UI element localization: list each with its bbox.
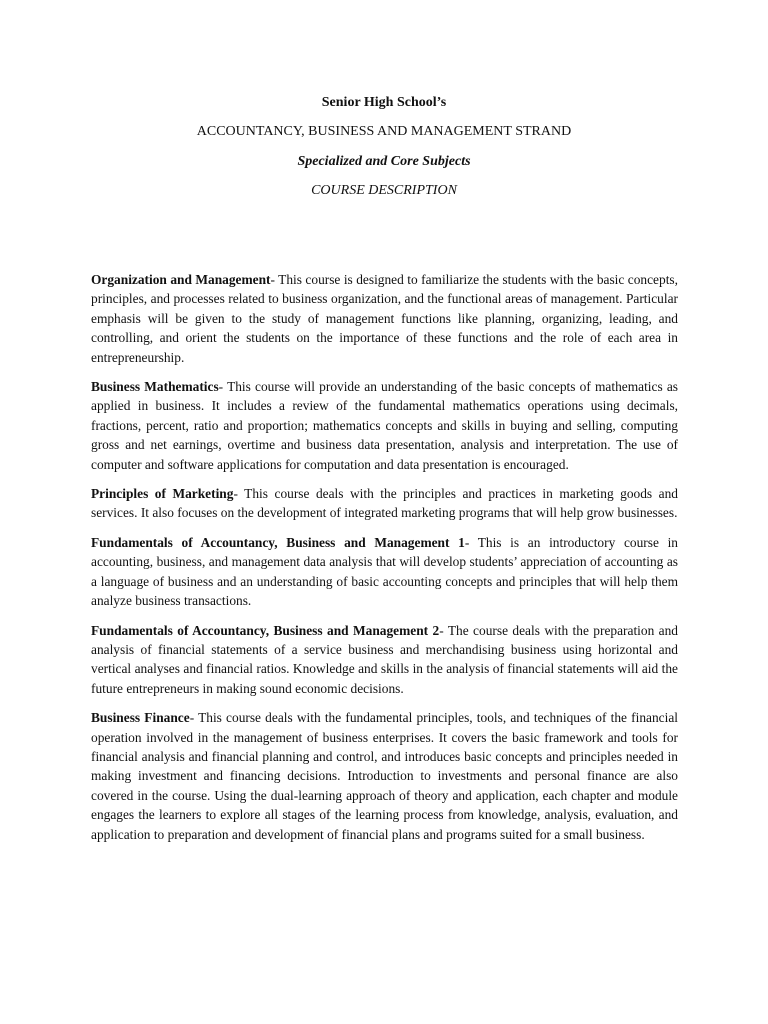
course-text: - This course deals with the fundamental principles, tools, and techniques of the financial operation involved in the management of business enterprises. It covers the basic framework and tools for financial analysis and financial planning and control, and introduces basic concepts and principles needed in making investment and financing decisions. Introduction to investments and personal finance are also covered in the course. Using the dual-learning approach of theory and application, each chapter and module engages the learners to explore all stages of the learning process from knowledge, analysis, evaluation, and application to preparation and development of financial plans and programs suited for a small business. <box>91 710 678 842</box>
course-description-heading: COURSE DESCRIPTION <box>311 183 457 198</box>
course-text: - This course deals with the principles and practices in marketing goods and services. It also focuses on the development of integrated marketing programs that will help grow businesses. <box>91 486 678 521</box>
course-paragraph <box>91 533 678 611</box>
course-paragraph <box>91 484 678 523</box>
strand-heading: ACCOUNTANCY, BUSINESS AND MANAGEMENT STRAND <box>196 124 572 139</box>
course-text: - This course is designed to familiarize the students with the basic concepts, principles, and processes related to business organization, and the functional areas of management. Particular emphasis will be given to the study of management functions like planning, organizing, leading, and controlling, and orient the students on the importance of these functions and the role of each area in entrepreneurship. <box>91 272 678 365</box>
course-text: - The course deals with the preparation and analysis of financial statements of a service business and merchandising business using horizontal and vertical analyses and financial ratios. Knowledge and skills in the analysis of financial statements will aid the future entrepreneurs in making sound economic decisions. <box>91 622 679 696</box>
subjects-subheading: Specialized and Core Subjects <box>297 154 471 169</box>
course-title: Business Mathematics <box>91 379 219 395</box>
course-title: Fundamentals of Accountancy, Business and Management 1 <box>91 534 465 550</box>
course-text: - This is an introductory course in accounting, business, and management data analysis that will develop students’ appreciation of accounting as a language of business and an understanding of basic accounting concepts and principles that will help them analyze business transactions. <box>91 534 678 609</box>
course-title: Principles of Marketing <box>91 486 234 502</box>
course-title: Organization and Management <box>91 272 271 287</box>
course-paragraph <box>91 270 678 367</box>
course-title: Business Finance <box>91 710 190 726</box>
course-paragraph <box>91 621 678 699</box>
course-list <box>91 270 678 854</box>
course-paragraph <box>91 708 678 844</box>
course-paragraph <box>91 377 678 474</box>
school-heading: Senior High School’s <box>321 95 447 110</box>
course-text: - This course will provide an understanding of the basic concepts of mathematics as applied in business. It includes a review of the fundamental mathematics operations using decimals, fractions, percent, ratio and proportion; mathematics concepts and skills in buying and selling, computing gross and net earnings, overtime and business data presentation, analysis and interpretation. The use of computer and software applications for computation and data presentation is encouraged. <box>91 379 678 472</box>
course-title: Fundamentals of Accountancy, Business and Management 2 <box>91 622 440 638</box>
